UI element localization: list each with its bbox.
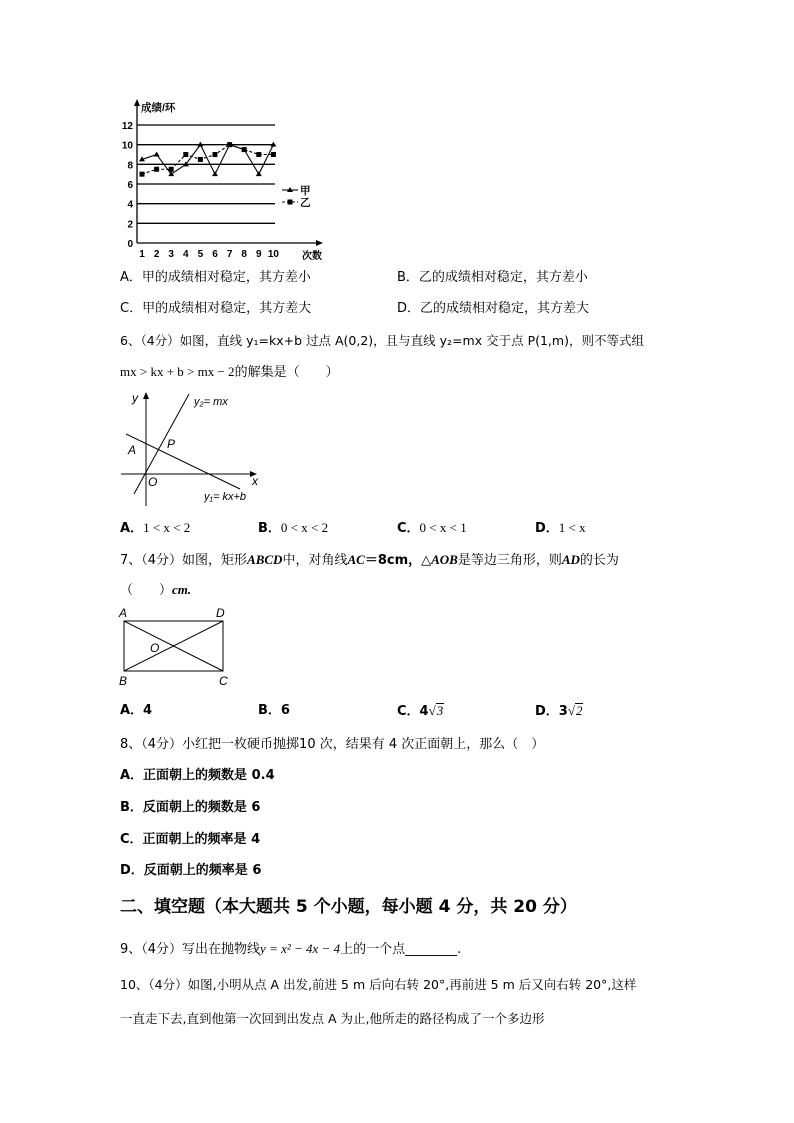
- q8-option-a: A．正面朝上的频数是 0.4: [120, 768, 275, 783]
- q7-option-d-radicand: 2: [575, 703, 583, 718]
- q6-y-axis-label: y: [132, 391, 138, 405]
- q6-line-graph: [118, 388, 268, 508]
- chart-data-point: [256, 171, 262, 176]
- q6-x-axis-label: x: [252, 474, 258, 488]
- q6-stem: 6、（4分）如图，直线 y₁=kx+b 过点 A(0,2)，且与直线 y₂=mx 交于点 P(1,m)，则不等式组: [120, 333, 644, 348]
- chart-legend-label: 乙: [300, 197, 311, 209]
- chart-data-point: [154, 167, 159, 172]
- q8-option-b: B．反面朝上的频数是 6: [120, 800, 261, 815]
- chart-data-point: [154, 152, 160, 157]
- q5-option-c: C．甲的成绩相对稳定，其方差大: [120, 301, 312, 316]
- q7-option-c-radicand: 3: [436, 703, 444, 718]
- q6-origin-label: O: [148, 475, 158, 489]
- q8-stem: 8、（4分）小红把一枚硬币抛掷10 次，结果有 4 次正面朝上，那么（ ）: [120, 737, 545, 752]
- q6-option-a-value: 1 < x < 2: [143, 520, 191, 535]
- chart-data-point: [169, 167, 174, 172]
- q7-option-a: A．4: [120, 703, 153, 718]
- chart-data-point: [271, 152, 276, 157]
- chart-legend-label: 甲: [300, 185, 311, 197]
- q6-option-d: D．1 < x: [535, 520, 586, 536]
- chart-y-tick-label: 6: [127, 180, 133, 191]
- q7-point-b: B: [119, 674, 128, 688]
- chart-y-tick-label: 10: [121, 140, 133, 152]
- q7-point-d: D: [216, 606, 225, 620]
- section-2-heading: 二、填空题（本大题共 5 个小题，每小题 4 分，共 20 分）: [120, 897, 577, 917]
- chart-x-tick-label: 4: [183, 249, 189, 260]
- chart-x-tick-label: 5: [197, 249, 204, 260]
- score-line-chart: [110, 98, 335, 263]
- chart-y-tick-label: 12: [121, 121, 133, 132]
- chart-y-tick-label: 8: [127, 160, 133, 172]
- chart-data-point: [140, 172, 145, 177]
- chart-data-point: [212, 171, 218, 176]
- q6-y2-label: y₂= mx: [194, 396, 228, 408]
- chart-x-tick-label: 3: [168, 249, 174, 260]
- q9-stem: 9、（4分）写出在抛物线y = x² − 4x − 4上的一个点________.: [120, 941, 462, 957]
- chart-data-point: [256, 152, 261, 157]
- chart-x-tick-label: 10: [267, 249, 279, 260]
- q5-option-b: B．乙的成绩相对稳定，其方差小: [397, 270, 588, 285]
- q7-option-d: D．3√2: [535, 703, 583, 719]
- q7-point-o: O: [150, 641, 160, 655]
- q6-line-y1: [126, 434, 240, 489]
- q6-option-b-value: 0 < x < 2: [280, 520, 329, 535]
- q7-point-c: C: [219, 674, 228, 688]
- chart-y-axis-label: 成绩/环: [141, 102, 176, 114]
- q10-line-1: 10、（4分）如图,小明从点 A 出发,前进 5 m 后向右转 20°,再前进 5 m 后又向右转 20°,这样: [120, 977, 637, 992]
- q5-option-d: D．乙的成绩相对稳定，其方差大: [397, 301, 590, 316]
- chart-x-tick-label: 9: [256, 249, 262, 260]
- q6-line-y2: [134, 394, 189, 494]
- q6-point-a-label: A: [128, 443, 137, 457]
- q6-inequality-line: [120, 364, 339, 381]
- q7-rectangle-figure: [115, 604, 245, 690]
- q10-line-2: 一直走下去,直到他第一次回到出发点 A 为止,他所走的路径构成了一个多边形: [120, 1011, 545, 1026]
- q6-option-c: C．0 < x < 1: [397, 520, 467, 536]
- chart-data-point: [183, 152, 188, 157]
- q7-option-c: C．4√3: [397, 703, 444, 719]
- q7-point-a: A: [119, 606, 128, 620]
- chart-y-tick-label: 2: [127, 219, 133, 231]
- q7-stem-line2: （ ）cm.: [120, 582, 192, 598]
- chart-y-tick-label: 4: [127, 199, 133, 211]
- chart-x-tick-label: 1: [139, 249, 145, 260]
- q7-option-b: B．6: [258, 703, 290, 718]
- chart-x-tick-label: 7: [226, 249, 233, 260]
- q6-option-d-value: 1 < x: [558, 520, 586, 535]
- chart-legend-marker: [288, 200, 293, 205]
- chart-y-tick-label: 0: [127, 239, 133, 250]
- q6-point-p-label: P: [167, 437, 176, 451]
- q6-option-c-value: 0 < x < 1: [419, 520, 467, 535]
- chart-x-tick-label: 8: [241, 249, 247, 260]
- q6-inequality-tail: 的解集是（ ）: [234, 365, 339, 380]
- chart-data-point: [242, 147, 247, 152]
- chart-data-point: [213, 152, 218, 157]
- chart-x-tick-label: 6: [212, 249, 218, 260]
- chart-y-axis-arrow: [134, 99, 140, 106]
- q5-option-a: A．甲的成绩相对稳定，其方差小: [120, 270, 311, 285]
- q9-formula: y = x² − 4x − 4: [260, 941, 341, 956]
- chart-data-point: [198, 157, 203, 162]
- q8-option-d: D．反面朝上的频率是 6: [120, 863, 262, 878]
- q6-option-b: B．0 < x < 2: [258, 520, 329, 536]
- chart-x-axis-label: 次数: [302, 251, 322, 262]
- chart-data-point: [227, 142, 232, 147]
- chart-x-axis-arrow: [316, 240, 323, 246]
- q7-stem: 7、（4分）如图，矩形ABCD中，对角线AC＝8cm，△AOB是等边三角形，则AD的长为: [120, 552, 619, 568]
- q6-option-a: A．1 < x < 2: [120, 520, 191, 536]
- q6-y1-label: y₁= kx+b: [204, 491, 246, 503]
- q8-option-c: C．正面朝上的频率是 4: [120, 832, 261, 847]
- q6-inequality: mx > kx + b > mx − 2: [120, 364, 235, 379]
- chart-x-tick-label: 2: [153, 249, 160, 260]
